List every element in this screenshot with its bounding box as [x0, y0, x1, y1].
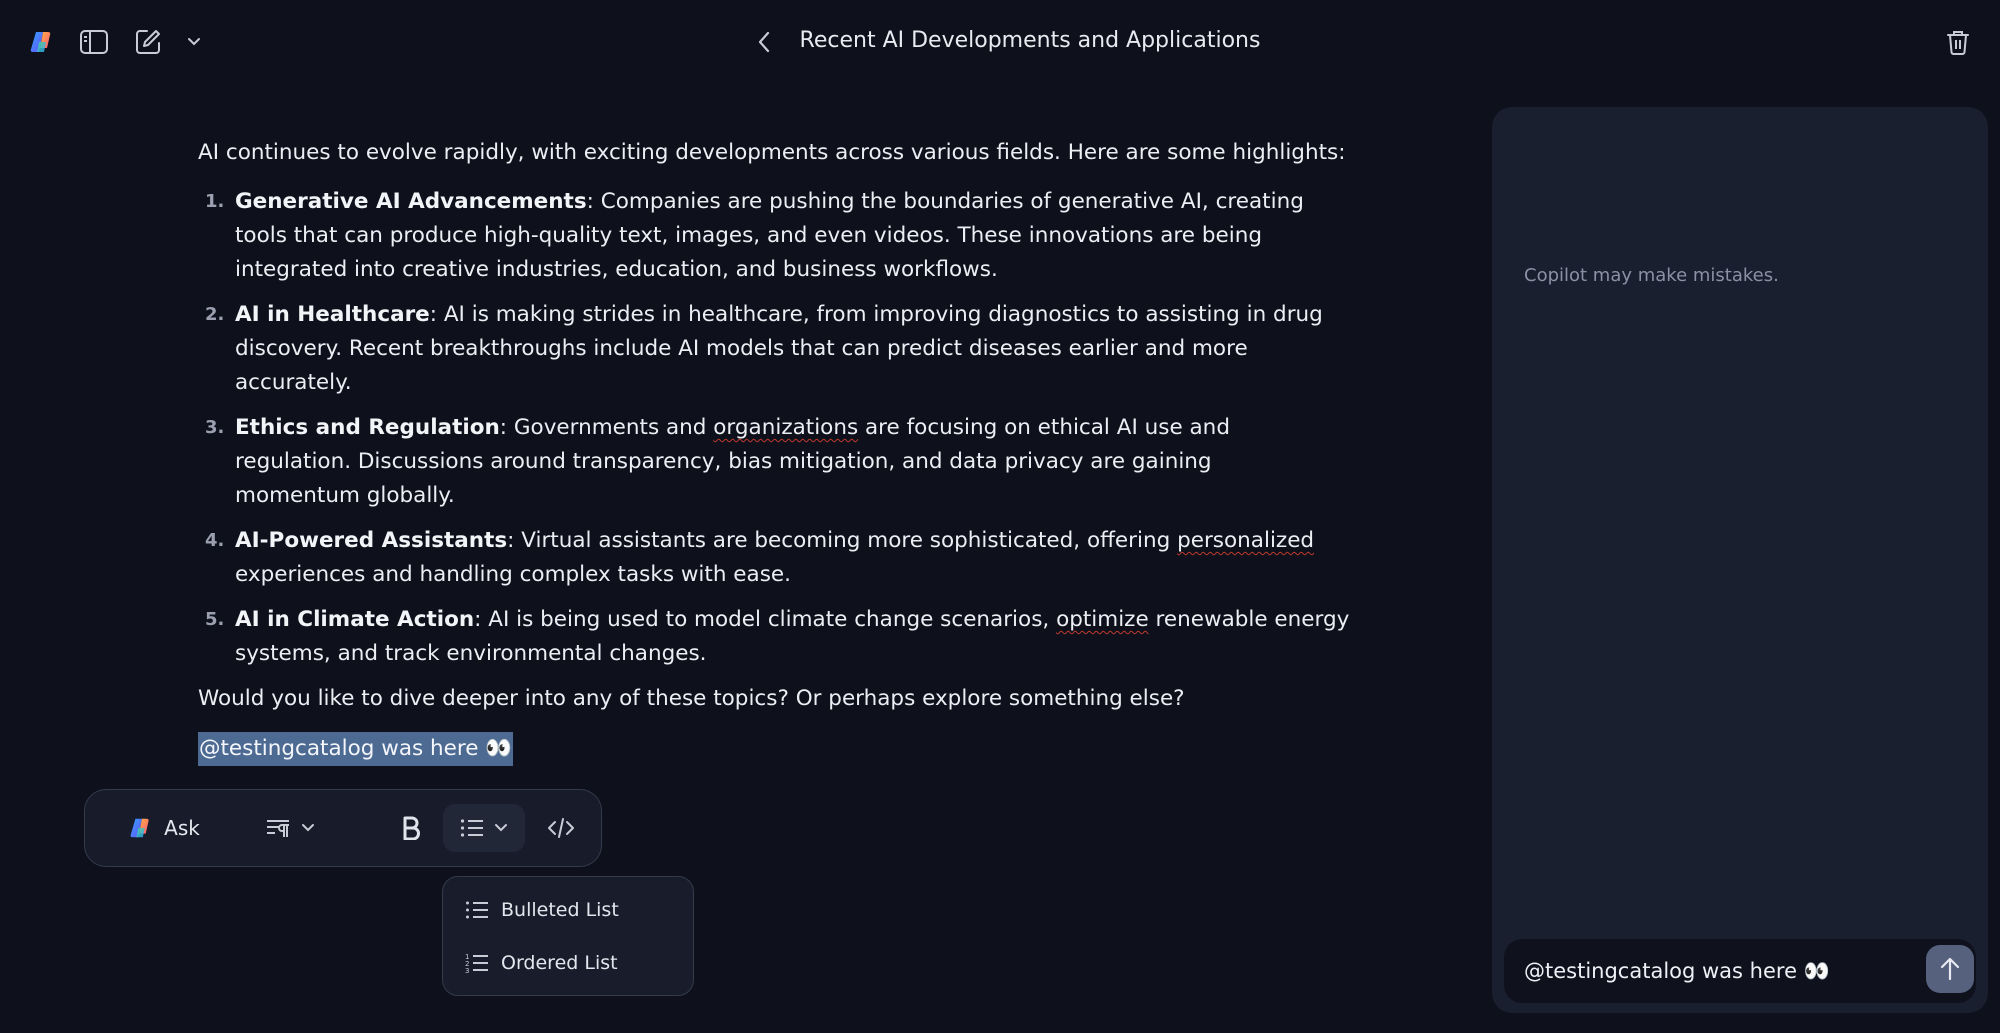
svg-text:3: 3	[465, 967, 470, 974]
new-page-dropdown[interactable]	[176, 22, 212, 62]
item-text: integrated into creative industries, education, and business workflows.	[235, 257, 998, 282]
item-text: systems, and track environmental changes.	[235, 641, 707, 666]
trash-icon	[1946, 29, 1970, 55]
arrow-up-icon	[1937, 956, 1963, 982]
list-number: 1.	[205, 191, 225, 212]
selected-text[interactable]: @testingcatalog was here 👀	[198, 732, 513, 766]
page-title: Recent AI Developments and Applications	[799, 28, 1261, 53]
item-text: : Virtual assistants are becoming more sophisticated, offering	[507, 528, 1178, 553]
intro-paragraph: AI continues to evolve rapidly, with exciting developments across various fields. Here are some highlights:	[198, 140, 1346, 165]
copilot-icon	[128, 815, 154, 841]
list-number: 3.	[205, 417, 225, 438]
item-text: momentum globally.	[235, 483, 455, 508]
item-title: AI in Healthcare	[235, 302, 430, 327]
sidebar-toggle-icon	[79, 29, 109, 55]
svg-text:2: 2	[465, 960, 470, 968]
send-button[interactable]	[1926, 945, 1974, 993]
chevron-left-icon	[757, 31, 771, 53]
compose-icon	[134, 28, 162, 56]
list-type-button[interactable]	[443, 804, 525, 852]
menu-item-bulleted-list[interactable]	[465, 888, 685, 932]
item-title: Generative AI Advancements	[235, 189, 587, 214]
item-text: tools that can produce high-quality text, images, and even videos. These innovations are being	[235, 223, 1262, 248]
item-text: experiences and handling complex tasks with ease.	[235, 562, 791, 587]
copilot-logo[interactable]	[22, 22, 62, 62]
item-title: AI-Powered Assistants	[235, 528, 508, 553]
menu-item-label: Bulleted List	[501, 899, 619, 921]
item-title: Ethics and Regulation	[235, 415, 500, 440]
back-button[interactable]	[744, 22, 784, 62]
list-type-menu	[442, 876, 694, 996]
format-toolbar	[84, 789, 602, 867]
spellcheck-word[interactable]: personalized	[1177, 528, 1315, 553]
spellcheck-word[interactable]: organizations	[713, 415, 859, 440]
paragraph-style-icon	[265, 817, 291, 839]
item-text: : Governments and	[499, 415, 714, 440]
bulleted-list-icon	[465, 900, 489, 920]
copilot-side-panel	[1492, 107, 1988, 1013]
new-page-button[interactable]	[128, 22, 168, 62]
list-number: 5.	[205, 609, 225, 630]
list-number: 4.	[205, 530, 225, 551]
item-text: : AI is making strides in healthcare, from improving diagnostics to assisting in drug	[429, 302, 1323, 327]
chevron-down-icon	[301, 823, 315, 833]
sidebar-toggle-button[interactable]	[74, 22, 114, 62]
list-number: 2.	[205, 304, 225, 325]
list-item	[198, 298, 1323, 400]
list-item	[198, 524, 1315, 592]
svg-text:1: 1	[465, 953, 470, 961]
copilot-logo-icon	[28, 28, 56, 56]
code-icon	[547, 817, 575, 839]
ask-label: Ask	[164, 816, 200, 840]
chat-composer	[1504, 939, 1976, 1003]
code-button[interactable]	[537, 804, 585, 852]
list-icon	[460, 818, 484, 838]
item-text: are focusing on ethical AI use and	[858, 415, 1230, 440]
item-text: regulation. Discussions around transparency, bias mitigation, and data privacy are gaining	[235, 449, 1212, 474]
ordered-list-icon	[465, 952, 489, 974]
chat-input[interactable]: @testingcatalog was here 👀	[1524, 959, 1830, 983]
item-title: AI in Climate Action	[235, 607, 475, 632]
menu-item-label: Ordered List	[501, 952, 618, 974]
item-text: : Companies are pushing the boundaries of generative AI, creating	[586, 189, 1304, 214]
document-body[interactable]	[198, 136, 1350, 766]
item-text: : AI is being used to model climate change scenarios,	[474, 607, 1057, 632]
delete-button[interactable]	[1938, 22, 1978, 62]
menu-item-ordered-list[interactable]	[465, 941, 685, 985]
item-text: renewable energy	[1148, 607, 1350, 632]
item-text: accurately.	[235, 370, 352, 395]
top-bar	[0, 0, 2000, 84]
highlights-list	[198, 185, 1350, 671]
ask-copilot-button[interactable]	[109, 804, 219, 852]
spellcheck-word[interactable]: optimize	[1056, 607, 1149, 632]
paragraph-style-button[interactable]	[235, 804, 345, 852]
list-item	[198, 185, 1304, 287]
bold-icon	[401, 816, 421, 840]
list-item	[198, 411, 1288, 513]
outro-paragraph: Would you like to dive deeper into any of these topics? Or perhaps explore something else?	[198, 686, 1185, 711]
chevron-down-icon	[187, 37, 201, 47]
item-text: discovery. Recent breakthroughs include AI models that can predict diseases earlier and more	[235, 336, 1248, 361]
bold-button[interactable]	[387, 804, 435, 852]
chevron-down-icon	[494, 823, 508, 833]
list-item	[198, 603, 1350, 671]
disclaimer-text: Copilot may make mistakes.	[1524, 265, 1779, 286]
